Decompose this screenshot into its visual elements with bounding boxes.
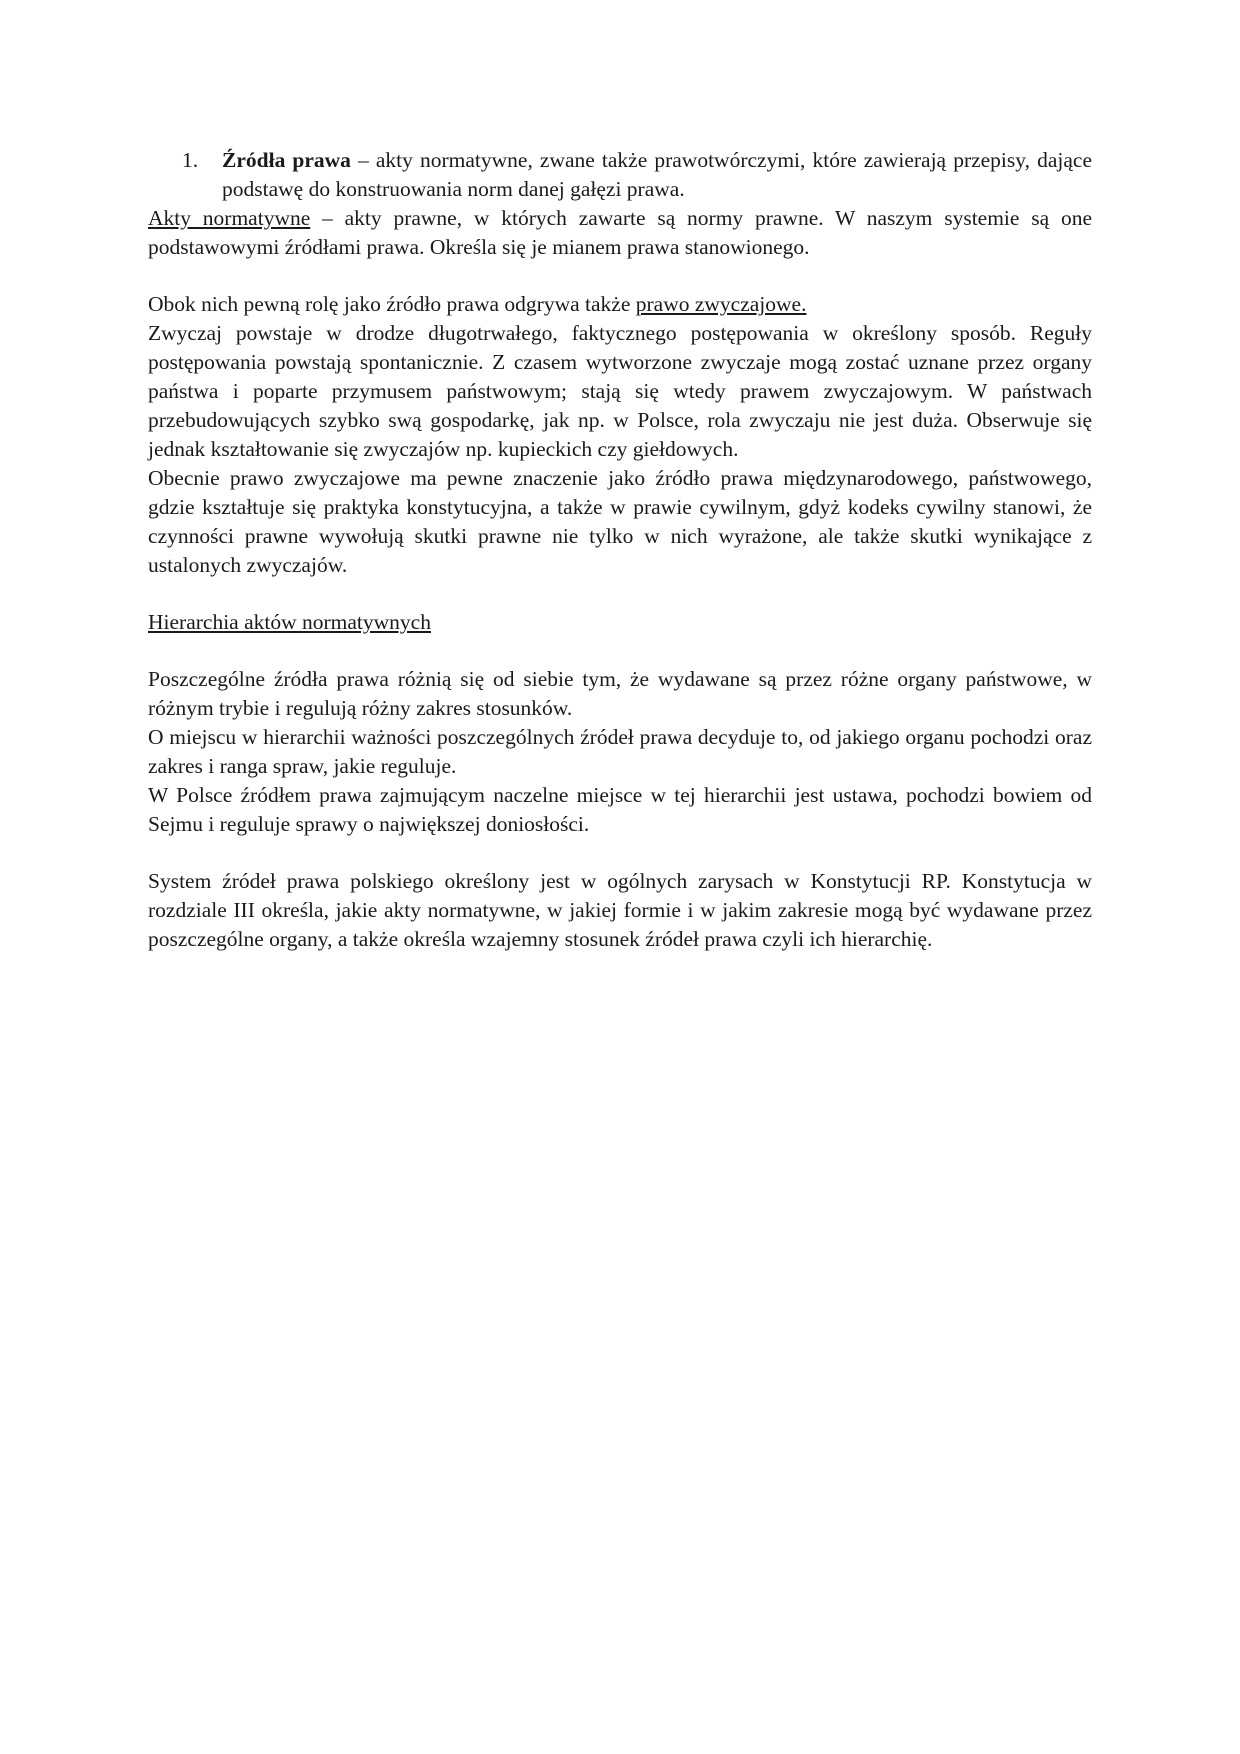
heading-hierarchia: Hierarchia aktów normatywnych: [148, 610, 431, 634]
paragraph-hierarchia-2: O miejscu w hierarchii ważności poszczególnych źródeł prawa decyduje to, od jakiego organu pochodzi oraz zakres i ranga spraw, jakie reguluje.: [148, 725, 1092, 778]
term-akty-normatywne: Akty normatywne: [148, 206, 311, 230]
paragraph-zwyczaj: Zwyczaj powstaje w drodze długotrwałego, faktycznego postępowania w określony sposób. Reguły postępowania powstają spontanicznie. Z czasem wytworzone zwyczaje mogą zostać uznane przez organy państwa i poparte przymusem państwowym; stają się wtedy prawem zwyczajowym. W państwach przebudowujących szybko swą gospodarkę, jak np. w Polsce, rola zwyczaju nie jest duża. Obserwuje się jednak kształtowanie się zwyczajów np. kupieckich czy giełdowych.: [148, 321, 1092, 461]
term-prawo-zwyczajowe: prawo zwyczajowe.: [635, 292, 807, 316]
paragraph-hierarchia-3: W Polsce źródłem prawa zajmującym naczelne miejsce w tej hierarchii jest ustawa, pochodzi bowiem od Sejmu i reguluje sprawy o największej doniosłości.: [148, 783, 1092, 836]
list-number: 1.: [182, 148, 199, 172]
section-1: [182, 146, 1092, 204]
section-1-body: [222, 146, 1092, 204]
intro-text: Obok nich pewną rolę jako źródło prawa odgrywa także: [148, 292, 636, 316]
paragraph-prawo-zwyczajowe-intro: [148, 290, 1092, 319]
paragraph-prawo-zwyczajowe: Obecnie prawo zwyczajowe ma pewne znaczenie jako źródło prawa międzynarodowego, państwowego, gdzie kształtuje się praktyka konstytucyjna, a także w prawie cywilnym, gdyż kodeks cywilny stanowi, że czynności prawne wywołują skutki prawne nie tylko w nich wyrażone, ale także skutki wynikające z ustalonych zwyczajów.: [148, 466, 1092, 577]
document-page: [148, 146, 1092, 954]
paragraph-hierarchia-1: Poszczególne źródła prawa różnią się od siebie tym, że wydawane są przez różne organy państwowe, w różnym trybie i regulują różny zakres stosunków.: [148, 667, 1092, 720]
paragraph-akty-normatywne: [148, 204, 1092, 262]
definition-zrodla-prawa: – akty normatywne, zwane także prawotwórczymi, które zawierają przepisy, dające podstawę do konstruowania norm danej gałęzi prawa.: [222, 148, 1092, 201]
definition-akty-normatywne: – akty prawne, w których zawarte są normy prawne. W naszym systemie są one podstawowymi źródłami prawa. Określa się je mianem prawa stanowionego.: [148, 206, 1093, 259]
paragraph-system: System źródeł prawa polskiego określony jest w ogólnych zarysach w Konstytucji RP. Konstytucja w rozdziale III określa, jakie akty normatywne, w jakiej formie i w jakim zakresie mogą być wydawane przez poszczególne organy, a także określa wzajemny stosunek źródeł prawa czyli ich hierarchię.: [148, 869, 1092, 951]
term-zrodla-prawa: Źródła prawa: [222, 148, 351, 172]
